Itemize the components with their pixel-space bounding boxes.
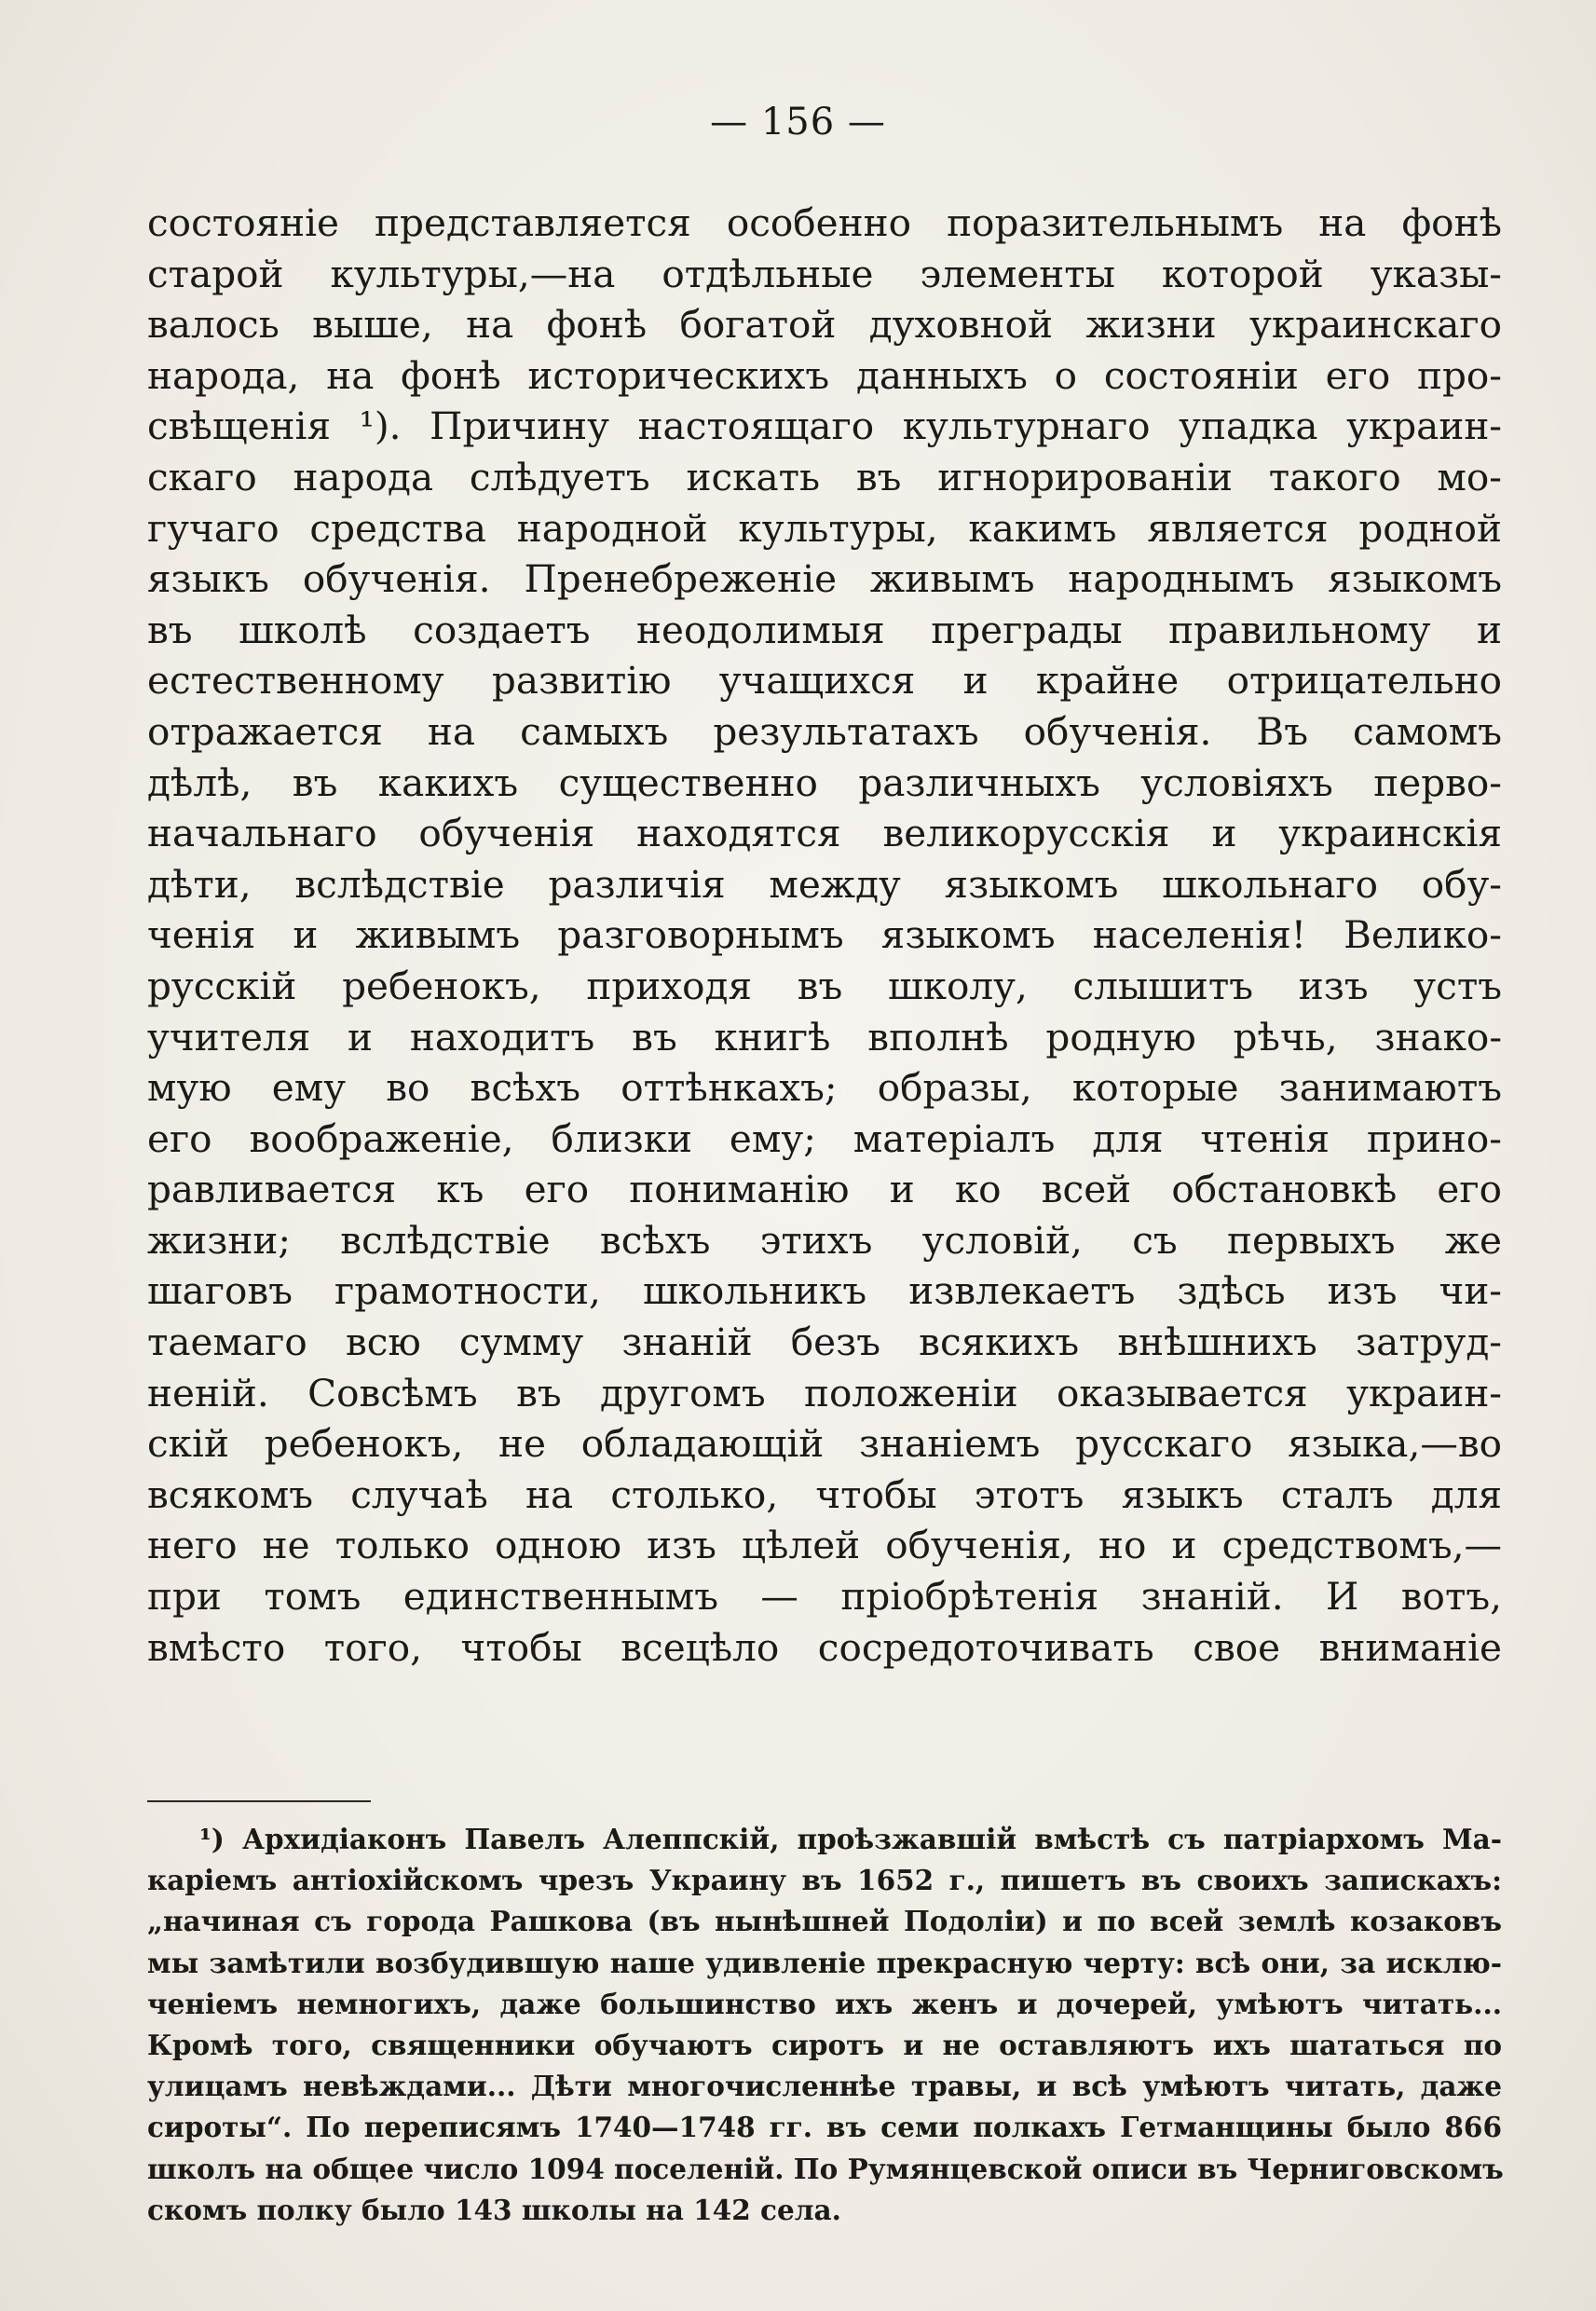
text-line: скаго народа слѣдуетъ искать въ игнорированiи такого мо- [147, 454, 1502, 499]
text-line: начальнаго обученiя находятся великорусскiя и украинскiя [147, 811, 1502, 856]
footnote-line: Кромѣ того, священники обучаютъ сиротъ и не оставляютъ ихъ шататься по [147, 2029, 1502, 2062]
text-line: языкъ обученiя. Пренебреженiе живымъ народнымъ языкомъ [147, 556, 1502, 602]
text-line: отражается на самыхъ результатахъ обученiя. Въ самомъ [147, 708, 1502, 754]
text-line: естественному развитiю учащихся и крайне отрицательно [147, 658, 1502, 704]
text-line: народа, на фонѣ историческихъ данныхъ о состоянiи его про- [147, 352, 1502, 398]
footnote-divider [147, 1800, 371, 1802]
text-line: шаговъ грамотности, школьникъ извлекаетъ здѣсь изъ чи- [147, 1268, 1502, 1314]
text-line: мую ему во всѣхъ оттѣнкахъ; образы, которые занимаютъ [147, 1065, 1502, 1111]
text-line: жизни; вслѣдствiе всѣхъ этихъ условiй, съ первыхъ же [147, 1217, 1502, 1263]
footnote [147, 1819, 1502, 2231]
footnote-line: скомъ полку было 143 школы на 142 села. [147, 2193, 841, 2226]
footnote-line: мы замѣтили возбудившую наше удивленiе прекрасную черту: всѣ они, за исклю- [147, 1946, 1502, 1979]
text-line: всякомъ случаѣ на столько, чтобы этотъ языкъ сталъ для [147, 1471, 1502, 1517]
text-line: ненiй. Совсѣмъ въ другомъ положенiи оказывается украин- [147, 1370, 1502, 1415]
text-line: ченiя и живымъ разговорнымъ языкомъ населенiя! Велико- [147, 912, 1502, 958]
footnote-line: ченiемъ немногихъ, даже большинство ихъ женъ и дочерей, умѣютъ читать... [147, 1987, 1502, 2020]
text-line: равливается къ его пониманiю и ко всей обстановкѣ его [147, 1167, 1502, 1212]
text-line: русскiй ребенокъ, приходя въ школу, слышитъ изъ устъ [147, 963, 1502, 1008]
footnote-line: сироты“. По переписямъ 1740—1748 гг. въ семи полкахъ Гетманщины было 866 [147, 2111, 1502, 2144]
text-line: учителя и находитъ въ книгѣ вполнѣ родную рѣчь, знако- [147, 1014, 1502, 1060]
page-number: — 156 — [710, 101, 886, 144]
text-line: вмѣсто того, чтобы всецѣло сосредоточивать свое вниманiе [147, 1624, 1502, 1670]
footnote-line: улицамъ невѣждами... Дѣти многочисленнѣе травы, и всѣ умѣютъ читать, даже [147, 2070, 1502, 2103]
text-line: скiй ребенокъ, не обладающiй знанiемъ русскаго языка,—во [147, 1421, 1502, 1467]
text-line: свѣщенiя ¹). Причину настоящаго культурнаго упадка украин- [147, 403, 1502, 449]
text-line: старой культуры,—на отдѣльные элементы которой указы- [147, 251, 1502, 296]
text-line: его воображенiе, близки ему; матерiалъ для чтенiя прино- [147, 1115, 1502, 1161]
text-line: состоянiе представляется особенно поразительнымъ на фонѣ [147, 200, 1502, 245]
text-line: въ школѣ создаетъ неодолимыя преграды правильному и [147, 607, 1502, 652]
text-line: него не только одною изъ цѣлей обученiя, но и средствомъ,— [147, 1523, 1502, 1568]
footnote-line: „начиная съ города Рашкова (въ нынѣшней Подолiи) и по всей землѣ козаковъ [147, 1905, 1502, 1938]
text-line: таемаго всю сумму знанiй безъ всякихъ внѣшнихъ затруд- [147, 1320, 1502, 1365]
text-line: валось выше, на фонѣ богатой духовной жизни украинскаго [147, 302, 1502, 348]
text-line: гучаго средства народной культуры, какимъ является родной [147, 505, 1502, 551]
footnote-line: школъ на общее число 1094 поселенiй. По Румянцевской описи въ Черниговскомъ [147, 2152, 1504, 2185]
main-paragraph [147, 198, 1502, 1673]
footnote-line: ¹) Архидiаконъ Павелъ Алеппскiй, проѣзжавшiй вмѣстѣ съ патрiархомъ Ма- [199, 1823, 1502, 1855]
text-line: при томъ единственнымъ — прiобрѣтенiя знанiй. И вотъ, [147, 1574, 1502, 1620]
footnote-line: карiемъ антiохiйскомъ чрезъ Украину въ 1652 г., пишетъ въ своихъ запискахъ: [147, 1864, 1502, 1897]
text-line: дѣлѣ, въ какихъ существенно различныхъ условiяхъ перво- [147, 759, 1502, 805]
text-line: дѣти, вслѣдствiе различiя между языкомъ школьнаго обу- [147, 861, 1502, 907]
